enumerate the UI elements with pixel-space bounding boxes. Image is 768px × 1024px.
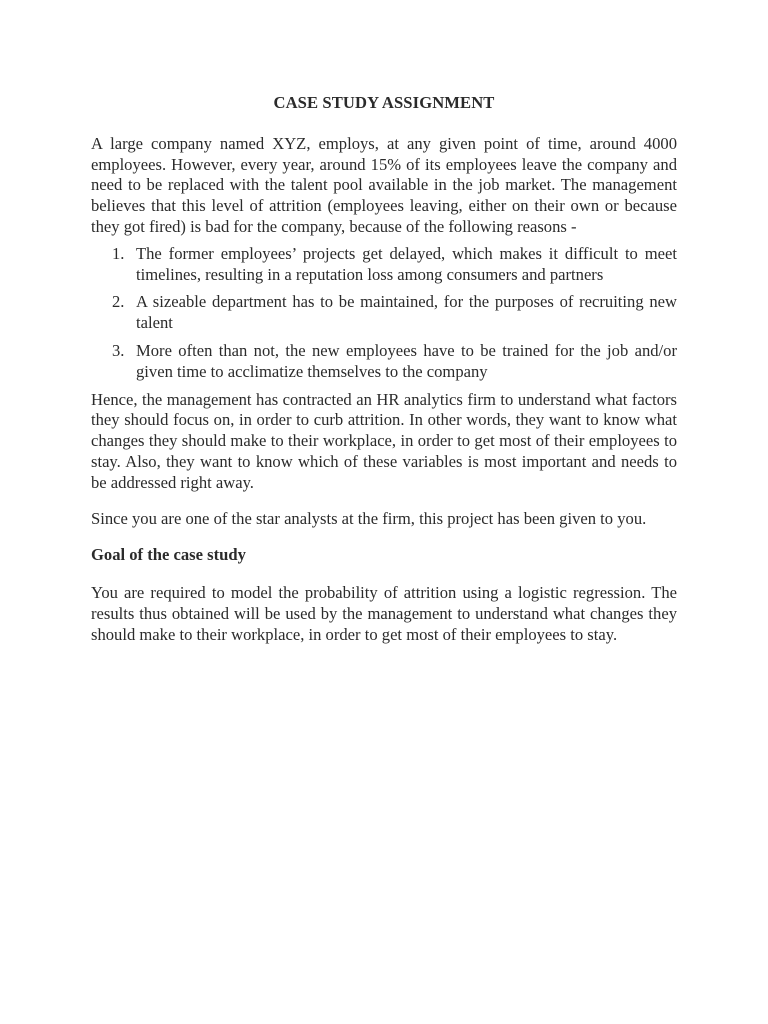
reasons-list <box>91 244 677 383</box>
list-item <box>91 341 677 383</box>
document-page <box>91 93 677 646</box>
list-item-text: A sizeable department has to be maintained, for the purposes of recruiting new talent <box>136 292 677 333</box>
list-item-text: More often than not, the new employees have to be trained for the job and/or given time to acclimatize themselves to the company <box>136 340 677 381</box>
hence-paragraph: Hence, the management has contracted an HR analytics firm to understand what factors they should focus on, in order to curb attrition. In other words, they want to know what changes they should make to their workplace, in order to get most of their employees to stay. Also, they want to know which of these variables is most important and needs to be addressed right away. <box>91 389 677 492</box>
analyst-paragraph: Since you are one of the star analysts at the firm, this project has been given to you. <box>91 508 647 528</box>
list-item <box>91 292 677 334</box>
list-item-number: 3. <box>112 340 125 360</box>
document-title: CASE STUDY ASSIGNMENT <box>273 93 495 112</box>
goal-paragraph: You are required to model the probability of attrition using a logistic regression. The results thus obtained will be used by the management to understand what changes they should make to their workplace, in order to get most of their employees to stay. <box>91 583 677 644</box>
intro-paragraph: A large company named XYZ, employs, at any given point of time, around 4000 employees. However, every year, around 15% of its employees leave the company and need to be replaced with the talent pool available in the job market. The management believes that this level of attrition (employees leaving, either on their own or because they got fired) is bad for the company, because of the following reasons - <box>91 133 677 236</box>
list-item <box>91 244 677 286</box>
list-item-text: The former employees’ projects get delayed, which makes it difficult to meet timelines, resulting in a reputation loss among consumers and partners <box>136 243 677 284</box>
list-item-number: 1. <box>112 243 125 263</box>
list-item-number: 2. <box>112 292 125 312</box>
goal-heading: Goal of the case study <box>91 545 246 565</box>
